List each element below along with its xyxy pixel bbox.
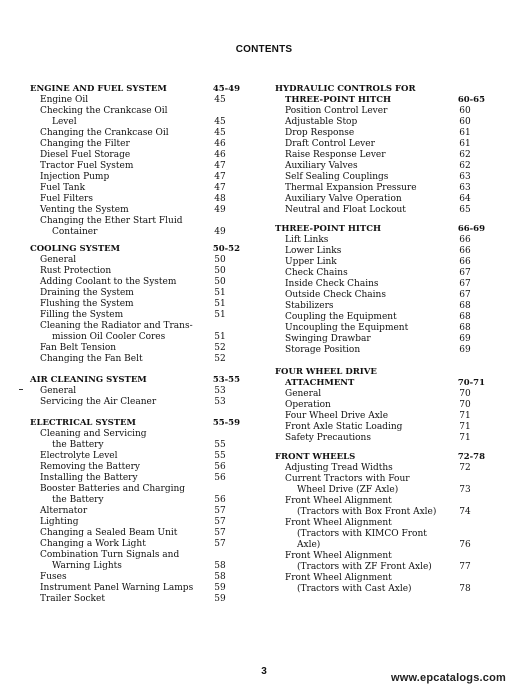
- section-page-range: 45-49: [212, 84, 240, 94]
- entry-title: Cleaning and Servicing: [40, 429, 147, 439]
- toc-entry: [30, 310, 240, 321]
- entry-page-number: 69: [459, 334, 471, 344]
- entry-title: General: [40, 255, 77, 265]
- entry-page-number: 68: [459, 301, 471, 311]
- entry-page-number: 58: [214, 572, 226, 582]
- entry-page-number: 50: [214, 277, 226, 287]
- entry-page-number: 61: [459, 128, 471, 138]
- entry-title: Changing the Filter: [40, 139, 130, 149]
- toc-entry: [30, 572, 240, 583]
- toc-entry: [30, 117, 240, 128]
- entry-title: Engine Oil: [40, 95, 89, 105]
- toc-entry: [275, 323, 485, 334]
- toc-entry: [275, 463, 485, 474]
- toc-entry: [275, 205, 485, 216]
- toc-section-heading: [275, 224, 485, 235]
- toc-entry: [275, 433, 485, 444]
- entry-title: Container: [52, 227, 98, 237]
- entry-page-number: 47: [214, 183, 226, 193]
- entry-page-number: 51: [214, 299, 226, 309]
- entry-title: Front Wheel Alignment: [285, 518, 392, 528]
- entry-title: Front Wheel Alignment: [285, 496, 392, 506]
- entry-title: Front Wheel Alignment: [285, 573, 392, 583]
- entry-title: the Battery: [52, 495, 104, 505]
- entry-page-number: 48: [214, 194, 226, 204]
- toc-entry: [30, 561, 240, 572]
- toc-entry: [275, 106, 485, 117]
- entry-page-number: 68: [459, 323, 471, 333]
- toc-entry: [275, 290, 485, 301]
- toc-entry: [30, 550, 240, 561]
- entry-title: Electrolyte Level: [40, 451, 118, 461]
- entry-title: the Battery: [52, 440, 104, 450]
- toc-section-heading: [275, 84, 485, 95]
- entry-title: Self Sealing Couplings: [285, 172, 389, 182]
- section-page-range: 60-65: [457, 95, 485, 105]
- toc-section-heading: [30, 418, 240, 429]
- section-title: ELECTRICAL SYSTEM: [30, 418, 136, 428]
- section-page-range: 55-59: [212, 418, 240, 428]
- toc-entry: [275, 257, 485, 268]
- entry-title: Fan Belt Tension: [40, 343, 117, 353]
- page-number: 3: [261, 666, 267, 677]
- entry-title: Drop Response: [285, 128, 355, 138]
- toc-entry: [30, 150, 240, 161]
- entry-title: Front Wheel Alignment: [285, 551, 392, 561]
- toc-entry: [30, 354, 240, 365]
- entry-page-number: 52: [214, 343, 226, 353]
- watermark: www.epcatalogs.com: [390, 672, 506, 684]
- toc-entry: [30, 172, 240, 183]
- toc-entry: [30, 183, 240, 194]
- section-page-range: 72-78: [457, 452, 485, 462]
- entry-title: Injection Pump: [40, 172, 110, 182]
- toc-entry: [30, 517, 240, 528]
- entry-page-number: 53: [214, 386, 226, 396]
- entry-page-number: 56: [214, 495, 226, 505]
- entry-title: Current Tractors with Four: [285, 474, 410, 484]
- toc-section-heading: [30, 375, 240, 386]
- toc-entry: [275, 334, 485, 345]
- entry-page-number: 50: [214, 266, 226, 276]
- toc-entry: [275, 584, 485, 595]
- entry-page-number: 66: [459, 235, 471, 245]
- entry-page-number: 58: [214, 561, 226, 571]
- toc-entry: [30, 288, 240, 299]
- toc-entry: [275, 422, 485, 433]
- entry-title: Changing the Ether Start Fluid: [40, 216, 183, 226]
- entry-title: Changing the Crankcase Oil: [40, 128, 169, 138]
- entry-page-number: 63: [459, 172, 471, 182]
- entry-title: Draft Control Lever: [285, 139, 375, 149]
- entry-title: Draining the System: [40, 288, 134, 298]
- entry-title: Lift Links: [285, 235, 329, 245]
- entry-page-number: 55: [214, 440, 226, 450]
- entry-page-number: 63: [459, 183, 471, 193]
- entry-title: Swinging Drawbar: [285, 334, 371, 344]
- entry-page-number: 47: [214, 161, 226, 171]
- entry-title: Level: [52, 117, 77, 127]
- entry-title: General: [40, 386, 77, 396]
- entry-title: mission Oil Cooler Cores: [52, 332, 166, 342]
- entry-title: Warning Lights: [52, 561, 122, 571]
- entry-page-number: 70: [459, 389, 471, 399]
- toc-entry: [30, 277, 240, 288]
- entry-title: Wheel Drive (ZF Axle): [297, 485, 399, 495]
- toc-entry: [30, 205, 240, 216]
- toc-section-heading: [30, 84, 240, 95]
- entry-page-number: 57: [214, 506, 226, 516]
- entry-title: Rust Protection: [40, 266, 112, 276]
- entry-page-number: 71: [459, 411, 471, 421]
- toc-entry: [30, 506, 240, 517]
- entry-title: Uncoupling the Equipment: [285, 323, 409, 333]
- toc-entry: [30, 255, 240, 266]
- section-page-range: 70-71: [457, 378, 485, 388]
- toc-entry: [275, 150, 485, 161]
- entry-title: Safety Precautions: [285, 433, 371, 443]
- entry-page-number: 56: [214, 462, 226, 472]
- entry-title: Combination Turn Signals and: [40, 550, 180, 560]
- toc-entry: [30, 227, 240, 238]
- entry-page-number: 51: [214, 288, 226, 298]
- entry-page-number: 57: [214, 528, 226, 538]
- entry-title: Auxiliary Valve Operation: [285, 194, 402, 204]
- toc-entry: [275, 117, 485, 128]
- toc-entry: [30, 462, 240, 473]
- toc-entry: [30, 440, 240, 451]
- entry-title: Four Wheel Drive Axle: [285, 411, 389, 421]
- entry-title: Lighting: [40, 517, 79, 527]
- entry-title: Raise Response Lever: [285, 150, 386, 160]
- toc-entry: [30, 343, 240, 354]
- section-title: ATTACHMENT: [285, 378, 355, 388]
- entry-title: (Tractors with ZF Front Axle): [297, 562, 432, 572]
- entry-page-number: 73: [459, 485, 471, 495]
- entry-title: Instrument Panel Warning Lamps: [40, 583, 194, 593]
- entry-page-number: 72: [459, 463, 471, 473]
- entry-page-number: 55: [214, 451, 226, 461]
- toc-entry: [30, 128, 240, 139]
- entry-page-number: 45: [214, 117, 226, 127]
- entry-title: Alternator: [40, 506, 88, 516]
- entry-page-number: 50: [214, 255, 226, 265]
- toc-entry: [275, 194, 485, 205]
- toc-entry: [275, 268, 485, 279]
- entry-page-number: 77: [459, 562, 471, 572]
- toc-entry: [30, 139, 240, 150]
- toc-entry: [275, 246, 485, 257]
- entry-title: Thermal Expansion Pressure: [285, 183, 417, 193]
- entry-title: Adding Coolant to the System: [40, 277, 177, 287]
- entry-page-number: 45: [214, 128, 226, 138]
- entry-title: Changing a Work Light: [40, 539, 146, 549]
- toc-entry: [275, 518, 485, 529]
- entry-page-number: 49: [214, 227, 226, 237]
- entry-title: Fuel Tank: [40, 183, 86, 193]
- section-title: COOLING SYSTEM: [30, 244, 121, 254]
- entry-page-number: 61: [459, 139, 471, 149]
- toc-entry: [30, 528, 240, 539]
- entry-page-number: 57: [214, 539, 226, 549]
- entry-page-number: 45: [214, 95, 226, 105]
- entry-page-number: 59: [214, 594, 226, 604]
- toc-entry: [275, 128, 485, 139]
- toc-entry: [30, 194, 240, 205]
- toc-entry: [275, 474, 485, 485]
- toc-entry: [275, 562, 485, 573]
- section-title: THREE-POINT HITCH: [285, 95, 392, 105]
- toc-entry: [275, 183, 485, 194]
- toc-entry: [275, 235, 485, 246]
- entry-title: Position Control Lever: [285, 106, 388, 116]
- entry-title: (Tractors with Cast Axle): [297, 584, 412, 594]
- toc-entry: [30, 161, 240, 172]
- toc-entry: [30, 451, 240, 462]
- toc-entry: [275, 301, 485, 312]
- toc-section-heading: [275, 452, 485, 463]
- entry-title: (Tractors with Box Front Axle): [297, 507, 437, 517]
- entry-title: Installing the Battery: [40, 473, 138, 483]
- entry-page-number: 65: [459, 205, 471, 215]
- entry-title: Changing the Fan Belt: [40, 354, 143, 364]
- entry-page-number: 71: [459, 422, 471, 432]
- toc-entry: [30, 397, 240, 408]
- entry-title: Checking the Crankcase Oil: [40, 106, 168, 116]
- entry-page-number: 53: [214, 397, 226, 407]
- entry-title: Flushing the System: [40, 299, 134, 309]
- toc-section-heading: [275, 95, 485, 106]
- entry-title: Diesel Fuel Storage: [40, 150, 131, 160]
- entry-title: Upper Link: [285, 257, 337, 267]
- toc-entry: [30, 216, 240, 227]
- entry-page-number: 46: [214, 150, 226, 160]
- entry-title: Inside Check Chains: [285, 279, 379, 289]
- toc-entry: [30, 429, 240, 440]
- entry-title: Fuel Filters: [40, 194, 93, 204]
- section-title: FOUR WHEEL DRIVE: [275, 367, 377, 377]
- toc-entry: [275, 312, 485, 323]
- toc-section-heading: [30, 244, 240, 255]
- toc-section-heading: [275, 378, 485, 389]
- entry-page-number: 78: [459, 584, 471, 594]
- toc-entry: [275, 400, 485, 411]
- entry-title: Adjustable Stop: [285, 117, 358, 127]
- entry-page-number: 60: [459, 117, 471, 127]
- entry-page-number: 56: [214, 473, 226, 483]
- toc-entry: [30, 583, 240, 594]
- entry-page-number: 62: [459, 161, 471, 171]
- entry-page-number: 67: [459, 290, 471, 300]
- section-page-range: 50-52: [212, 244, 240, 254]
- section-title: ENGINE AND FUEL SYSTEM: [30, 84, 167, 94]
- entry-title: Changing a Sealed Beam Unit: [40, 528, 178, 538]
- toc-entry: [30, 495, 240, 506]
- toc-entry: [275, 551, 485, 562]
- toc-entry: [275, 139, 485, 150]
- entry-page-number: 66: [459, 246, 471, 256]
- toc-entry: [30, 484, 240, 495]
- entry-title: (Tractors with KIMCO Front: [297, 529, 427, 539]
- toc-entry: [275, 411, 485, 422]
- toc-entry: [275, 540, 485, 551]
- toc-entry: [275, 161, 485, 172]
- entry-title: Storage Position: [285, 345, 361, 355]
- entry-page-number: 62: [459, 150, 471, 160]
- entry-title: Stabilizers: [285, 301, 334, 311]
- toc-entry: [30, 266, 240, 277]
- toc-entry: [275, 507, 485, 518]
- toc-entry: [30, 473, 240, 484]
- entry-page-number: 64: [459, 194, 471, 204]
- entry-page-number: 66: [459, 257, 471, 267]
- toc-entry: [30, 95, 240, 106]
- entry-page-number: 52: [214, 354, 226, 364]
- toc-section-heading: [275, 367, 485, 378]
- entry-page-number: 71: [459, 433, 471, 443]
- toc-entry: [275, 485, 485, 496]
- margin-mark: [19, 389, 23, 390]
- entry-title: Neutral and Float Lockout: [285, 205, 406, 215]
- toc-entry: [30, 106, 240, 117]
- entry-page-number: 51: [214, 310, 226, 320]
- entry-page-number: 46: [214, 139, 226, 149]
- toc-entry: [30, 321, 240, 332]
- section-page-range: 66-69: [457, 224, 485, 234]
- section-title: AIR CLEANING SYSTEM: [30, 375, 147, 385]
- entry-title: Lower Links: [285, 246, 342, 256]
- toc-entry: [275, 345, 485, 356]
- entry-page-number: 67: [459, 268, 471, 278]
- entry-page-number: 57: [214, 517, 226, 527]
- entry-title: Coupling the Equipment: [285, 312, 397, 322]
- entry-title: Axle): [297, 540, 321, 550]
- entry-page-number: 51: [214, 332, 226, 342]
- entry-title: Servicing the Air Cleaner: [40, 397, 157, 407]
- toc-entry: [275, 389, 485, 400]
- entry-title: Tractor Fuel System: [40, 161, 134, 171]
- toc-entry: [275, 172, 485, 183]
- entry-page-number: 59: [214, 583, 226, 593]
- entry-page-number: 76: [459, 540, 471, 550]
- entry-title: Venting the System: [40, 205, 129, 215]
- entry-title: Trailer Socket: [40, 594, 105, 604]
- toc-entry: [30, 332, 240, 343]
- page-title: CONTENTS: [235, 44, 293, 55]
- entry-page-number: 74: [459, 507, 471, 517]
- toc-entry: [275, 496, 485, 507]
- entry-title: Auxiliary Valves: [285, 161, 358, 171]
- toc-entry: [30, 539, 240, 550]
- entry-page-number: 70: [459, 400, 471, 410]
- section-page-range: 53-55: [212, 375, 240, 385]
- entry-title: General: [285, 389, 322, 399]
- entry-title: Filling the System: [40, 310, 124, 320]
- section-title: HYDRAULIC CONTROLS FOR: [275, 84, 416, 94]
- entry-title: Check Chains: [285, 268, 348, 278]
- section-title: FRONT WHEELS: [275, 452, 356, 462]
- toc-entry: [275, 279, 485, 290]
- entry-title: Operation: [285, 400, 331, 410]
- entry-title: Outside Check Chains: [285, 290, 386, 300]
- entry-page-number: 49: [214, 205, 226, 215]
- toc-entry: [30, 386, 240, 397]
- toc-entry: [275, 529, 485, 540]
- toc-entry: [30, 594, 240, 605]
- entry-page-number: 60: [459, 106, 471, 116]
- toc-entry: [275, 573, 485, 584]
- entry-title: Cleaning the Radiator and Trans-: [40, 321, 193, 331]
- entry-page-number: 67: [459, 279, 471, 289]
- entry-page-number: 69: [459, 345, 471, 355]
- entry-title: Adjusting Tread Widths: [285, 463, 393, 473]
- entry-title: Fuses: [40, 572, 67, 582]
- entry-page-number: 47: [214, 172, 226, 182]
- section-title: THREE-POINT HITCH: [275, 224, 382, 234]
- toc-entry: [30, 299, 240, 310]
- entry-title: Front Axle Static Loading: [285, 422, 403, 432]
- entry-title: Removing the Battery: [40, 462, 140, 472]
- entry-title: Booster Batteries and Charging: [40, 484, 186, 494]
- entry-page-number: 68: [459, 312, 471, 322]
